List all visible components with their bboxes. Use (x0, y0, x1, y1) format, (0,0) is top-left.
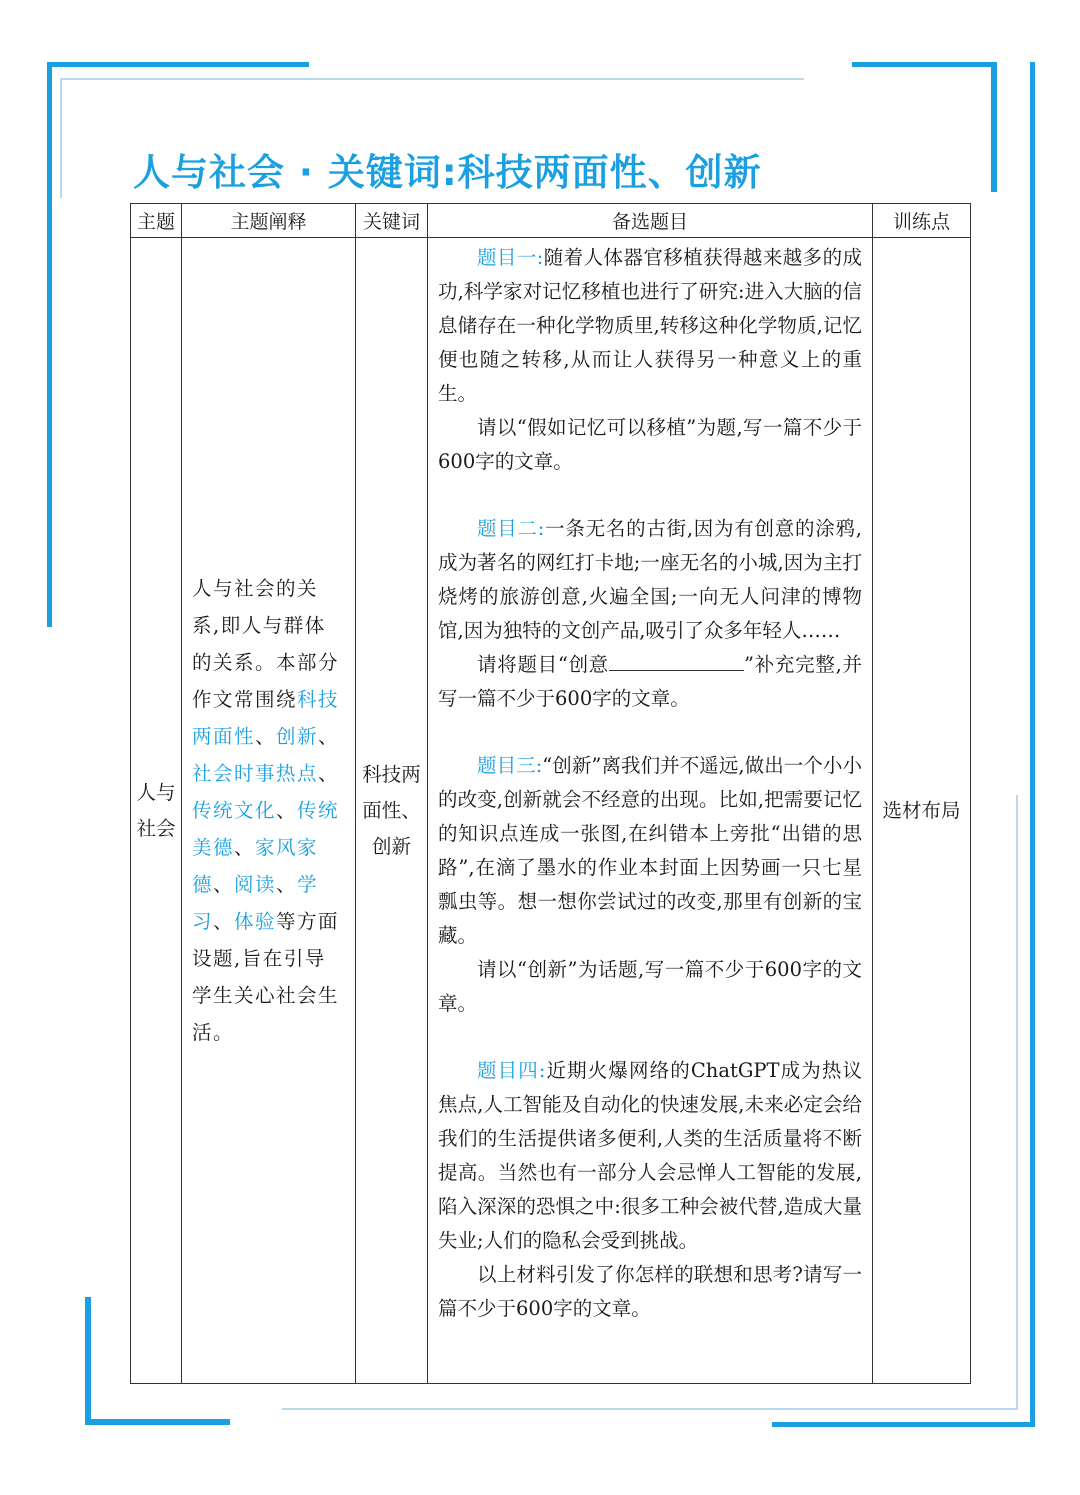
keyword-highlight: 阅读 (234, 873, 277, 896)
question-material: 题目三:“创新”离我们并不遥远,做出一个小小的改变,创新就会不经意的出现。比如,把需要记忆的知识点连成一张图,在纠错本上旁批“出错的思路”,在滴了墨水的作业本封面上因势画一只七星瓢虫等。想一想你尝试过的改变,那里有创新的宝藏。 (438, 754, 862, 947)
table-header-row (131, 204, 971, 238)
frame-right-lower-bar (1030, 62, 1035, 1427)
question-material: 题目二:一条无名的古街,因为有创意的涂鸦,成为著名的网红打卡地;一座无名的小城,因为主打烧烤的旅游创意,火遍全国;一向无人问津的博物馆,因为独特的文创产品,吸引了众多年轻人…… (438, 517, 862, 642)
question-prompt: 请将题目“创意 ”补充完整,并写一篇不少于600字的文章。 (438, 648, 862, 716)
header-explanation: 主题阐释 (182, 204, 356, 238)
frame-left-line (60, 78, 62, 198)
table-row (131, 238, 971, 1384)
keyword-highlight: 传统文化 (192, 799, 277, 822)
question-3 (438, 749, 862, 1021)
question-prompt: 以上材料引发了你怎样的联想和思考?请写一篇不少于600字的文章。 (438, 1263, 862, 1320)
question-prompt: 请以“创新”为话题,写一篇不少于600字的文章。 (438, 958, 862, 1015)
training-point-cell: 选材布局 (873, 238, 971, 1384)
question-material: 题目一:随着人体器官移植获得越来越多的成功,科学家对记忆移植也进行了研究:进入大脑的信息储存在一种化学物质里,转移这种化学物质,记忆便也随之转移,从而让人获得另一种意义上的重生。 (438, 246, 862, 405)
header-topic: 主题 (131, 204, 182, 238)
frame-bottom-right-bar (772, 1422, 1035, 1427)
topic-table (130, 203, 971, 1384)
keyword-highlight: 学习 (192, 873, 319, 933)
question-1 (438, 241, 862, 479)
keyword-highlight: 社会时事热点 (192, 762, 319, 785)
keyword-highlight: 体验 (234, 910, 277, 933)
keyword-highlight: 家风家德 (192, 836, 319, 896)
frame-bottom-line (282, 1408, 1017, 1410)
question-label: 题目二: (477, 517, 545, 540)
keyword-highlight: 传统美德 (192, 799, 340, 859)
frame-bottom-left-bar (85, 1419, 230, 1425)
topic-cell: 人与社会 (131, 238, 182, 1384)
page-title: 人与社会 · 关键词:科技两面性、创新 (133, 151, 762, 194)
frame-right-bar (991, 62, 997, 192)
frame-bottom-left-vbar (85, 1297, 91, 1425)
questions-cell (428, 238, 873, 1384)
keyword-cell: 科技两面性、创新 (356, 238, 428, 1384)
header-keyword: 关键词 (356, 204, 428, 238)
header-questions: 备选题目 (428, 204, 873, 238)
keyword-highlight: 创新 (276, 725, 319, 748)
frame-right-line (1016, 795, 1018, 1410)
explanation-cell: 人与社会的关系,即人与群体的关系。本部分作文常围绕科技两面性、创新、社会时事热点、传统文化、传统美德、家风家德、阅读、学习、体验等方面设题,旨在引导学生关心社会生活。 (182, 238, 356, 1384)
question-label: 题目三: (477, 754, 543, 777)
frame-top-right-bar (852, 62, 997, 67)
keyword-highlight: 科技两面性 (192, 688, 340, 748)
question-label: 题目四: (477, 1059, 546, 1082)
frame-left-bar (47, 62, 52, 627)
question-label: 题目一: (477, 246, 544, 269)
fill-in-blank (609, 648, 744, 671)
question-2 (438, 512, 862, 716)
header-training-point: 训练点 (873, 204, 971, 238)
frame-top-left-bar (47, 62, 309, 67)
frame-top-line (62, 78, 804, 80)
question-prompt: 请以“假如记忆可以移植”为题,写一篇不少于600字的文章。 (438, 416, 862, 473)
question-4 (438, 1054, 862, 1326)
question-material: 题目四:近期火爆网络的ChatGPT成为热议焦点,人工智能及自动化的快速发展,未来必定会给我们的生活提供诸多便利,人类的生活质量将不断提高。当然也有一部分人会忌惮人工智能的发展,陷入深深的恐惧之中:很多工种会被代替,造成大量失业;人们的隐私会受到挑战。 (438, 1059, 862, 1252)
